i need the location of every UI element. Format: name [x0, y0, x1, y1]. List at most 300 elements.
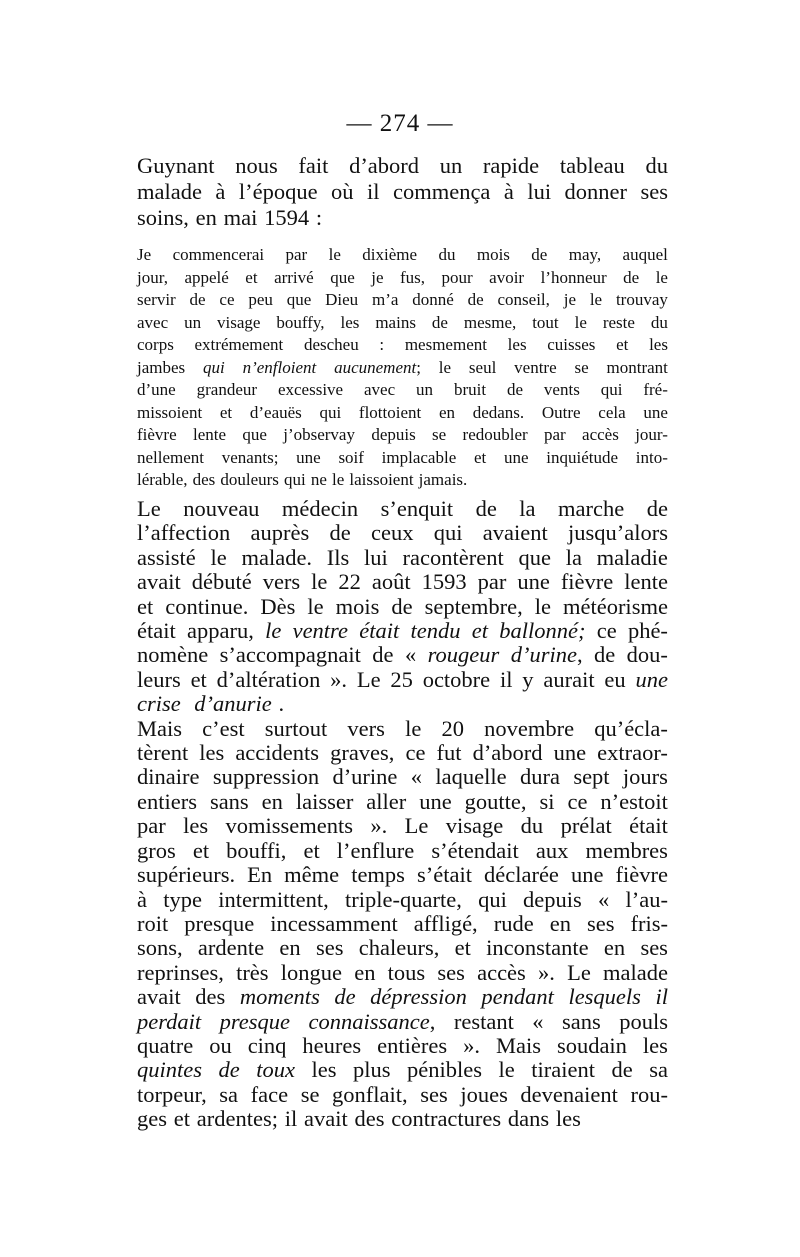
intro-line: [137, 179, 668, 205]
word: de: [391, 593, 413, 619]
word: ceux: [371, 520, 414, 546]
word: donné: [412, 290, 454, 309]
body-line: [137, 521, 668, 545]
word: de: [334, 984, 356, 1010]
block-quote: [137, 244, 668, 492]
word: reste: [602, 312, 635, 332]
word: devenaient: [520, 1081, 618, 1107]
word: une: [517, 569, 550, 595]
word: l’au-: [625, 886, 668, 912]
word: que: [330, 267, 355, 287]
word: le: [307, 593, 324, 619]
word: gonflait,: [332, 1081, 408, 1107]
word: excessive: [277, 380, 344, 399]
word: joues: [460, 1081, 508, 1107]
word: «: [532, 1008, 544, 1034]
word: implacable: [381, 447, 457, 467]
word: avait: [137, 569, 181, 595]
word: fut: [436, 740, 462, 766]
word: très: [236, 959, 269, 985]
word: mesme,: [463, 312, 517, 332]
word: rude: [493, 910, 534, 936]
word: le: [311, 569, 328, 595]
word: par: [285, 245, 308, 264]
word: ».: [538, 959, 555, 985]
word: donner: [564, 179, 628, 204]
word: ce: [405, 740, 426, 766]
word: Le: [356, 666, 381, 692]
word: nellement: [137, 447, 205, 467]
word: le: [574, 312, 587, 332]
word: novembre: [484, 715, 575, 741]
word: mai: [223, 205, 258, 230]
word: le: [405, 715, 422, 741]
word: venants;: [221, 447, 279, 467]
word: en: [279, 935, 301, 961]
word: rougeur: [427, 642, 500, 668]
word: presque: [219, 1008, 291, 1034]
body-line: [137, 570, 668, 594]
word: le: [328, 245, 341, 264]
word: une: [296, 447, 321, 467]
body-line: [137, 1107, 668, 1131]
word: l’affection: [137, 520, 231, 546]
word: moments: [239, 984, 320, 1010]
word: d’altération: [216, 666, 321, 692]
word: par: [477, 569, 507, 595]
word: ses: [586, 910, 615, 936]
word: soudain: [556, 1032, 627, 1058]
word: nomène: [137, 642, 209, 668]
word: du: [645, 153, 668, 178]
word: tendu: [410, 618, 461, 644]
word: si: [539, 788, 555, 814]
word: qui: [203, 357, 225, 377]
word: restant: [453, 1008, 514, 1034]
body-line: [137, 912, 668, 936]
body-line: [137, 546, 668, 570]
word: malade: [603, 959, 668, 985]
word: racontèrent: [402, 544, 504, 570]
word: type: [163, 886, 202, 912]
word: des: [354, 1106, 385, 1132]
word: lente: [192, 425, 227, 444]
word: ges: [137, 1106, 167, 1132]
word: Dieu: [325, 290, 359, 309]
word: s’était: [416, 862, 472, 888]
body-line: [137, 595, 668, 619]
word: ballonné;: [499, 618, 586, 644]
body-line: [137, 668, 668, 692]
word: seul: [468, 357, 497, 377]
quote-line: [137, 289, 668, 312]
word: fait: [298, 153, 329, 178]
body-line: [137, 717, 668, 741]
word: tiraient: [531, 1057, 595, 1083]
word: pouls: [619, 1008, 668, 1034]
word: leurs: [137, 666, 181, 692]
word: accès: [477, 959, 526, 985]
word: reprinses,: [137, 959, 224, 985]
word: avaient: [482, 520, 548, 546]
word: ses: [640, 935, 668, 961]
word: connaissance,: [308, 1008, 436, 1034]
word: plus: [353, 1057, 391, 1083]
word: continue.: [165, 593, 249, 619]
word: le: [331, 470, 345, 489]
word: y: [522, 666, 534, 692]
word: suppression: [212, 764, 320, 790]
word: les: [555, 1106, 581, 1132]
quote-line: [137, 379, 668, 402]
word: douleurs: [220, 470, 279, 489]
word: sa: [649, 1057, 668, 1083]
word: peu: [248, 290, 273, 309]
word: tèrent: [137, 740, 189, 766]
word: Le: [567, 959, 591, 985]
word: lesquels: [568, 984, 641, 1010]
word: une: [419, 788, 452, 814]
word: arrivé: [274, 267, 314, 287]
word: auprès: [250, 520, 310, 546]
word: sept: [573, 764, 610, 790]
word: :: [315, 205, 323, 230]
word: même: [284, 862, 340, 888]
quote-line: [137, 357, 668, 380]
word: entiers: [137, 788, 197, 814]
word: l’honneur: [540, 267, 607, 287]
word: heures: [302, 1032, 362, 1058]
word: sons,: [137, 935, 183, 961]
word: qui: [319, 402, 342, 422]
word: le: [438, 357, 452, 377]
word: à: [137, 886, 147, 912]
word: en: [603, 935, 626, 961]
word: perdait: [137, 1008, 202, 1034]
word: en: [261, 788, 283, 814]
word: toux: [256, 1057, 295, 1083]
word: affligé,: [413, 910, 478, 936]
word: était: [137, 618, 176, 644]
word: se: [300, 1081, 320, 1107]
word: dura: [519, 764, 560, 790]
word: montrant: [606, 357, 668, 377]
word: le: [589, 290, 603, 309]
word: surtout: [264, 715, 328, 741]
word: et: [454, 935, 471, 961]
word: missoient: [137, 402, 203, 422]
word: d’urine,: [510, 642, 583, 668]
body-line: [137, 619, 668, 643]
word: le: [210, 544, 227, 570]
word: supérieurs.: [137, 862, 236, 888]
word: ce: [219, 290, 235, 309]
body-line: [137, 741, 668, 765]
body-line: [137, 1034, 668, 1058]
word: se: [432, 425, 447, 444]
word: En: [247, 862, 273, 888]
word: et: [616, 335, 629, 354]
word: dedans.: [472, 402, 525, 422]
word: visage: [445, 813, 504, 839]
word: dépression: [370, 984, 467, 1010]
word: ventre: [292, 618, 348, 644]
body-line: [137, 1058, 668, 1082]
word: presque: [184, 910, 255, 936]
word: les: [340, 312, 360, 332]
word: maladie: [596, 544, 668, 570]
word: appelé: [184, 267, 229, 287]
word: jambes: [137, 357, 186, 377]
word: ses: [420, 1081, 448, 1107]
word: une: [553, 740, 587, 766]
word: rou-: [630, 1081, 668, 1107]
word: aux: [535, 837, 569, 863]
word: qui: [284, 470, 306, 489]
body-line: [137, 1083, 668, 1107]
word: c’est: [202, 715, 245, 741]
word: fièvre: [615, 862, 668, 888]
word: d’urine: [332, 764, 398, 790]
word: tableau: [559, 153, 625, 178]
word: de: [475, 496, 497, 521]
word: lui: [527, 179, 552, 204]
word: et: [245, 267, 258, 287]
word: ardente: [197, 935, 265, 961]
word: une: [635, 666, 668, 692]
word: ».: [330, 666, 348, 692]
word: à: [215, 179, 226, 204]
word: graves,: [330, 740, 395, 766]
word: le: [655, 267, 668, 287]
word: où: [331, 179, 354, 204]
word: servir: [137, 290, 176, 309]
word: fus,: [399, 267, 426, 287]
intro-line: [137, 205, 668, 231]
word: Mais: [495, 1032, 541, 1058]
word: bouffi,: [226, 837, 287, 863]
word: rapide: [482, 153, 540, 178]
word: «: [410, 764, 423, 790]
word: bruit: [453, 380, 487, 399]
word: d’eauës: [249, 402, 302, 422]
word: il: [367, 179, 380, 204]
word: fré-: [643, 380, 668, 399]
word: en: [195, 205, 217, 230]
word: membres: [585, 837, 668, 863]
word: depuis: [523, 886, 582, 912]
word: ventre: [514, 357, 557, 377]
word: jusqu’alors: [568, 520, 668, 546]
word: médecin: [281, 496, 359, 521]
word: et: [471, 618, 488, 644]
word: ce: [596, 618, 617, 644]
word: ne: [310, 470, 327, 489]
word: octobre: [422, 666, 491, 692]
word: :: [379, 335, 385, 354]
word: cela: [598, 402, 626, 422]
word: du: [438, 245, 456, 264]
word: les: [649, 335, 668, 354]
word: et: [303, 837, 320, 863]
word: la: [519, 496, 536, 521]
word: quatre: [137, 1032, 194, 1058]
word: ses: [437, 959, 465, 985]
word: ce: [567, 788, 588, 814]
word: et: [473, 447, 487, 467]
word: mains: [375, 312, 416, 332]
word: des: [192, 470, 216, 489]
word: conseil,: [497, 290, 550, 309]
word: flottoient: [358, 402, 422, 422]
word: grandeur: [196, 380, 258, 399]
word: aucunement;: [334, 357, 421, 377]
word: Je: [137, 245, 152, 264]
word: jour-: [635, 425, 668, 444]
word: quintes: [137, 1057, 202, 1083]
quote-line: [137, 267, 668, 290]
word: et: [190, 666, 207, 692]
word: torpeur,: [137, 1081, 207, 1107]
word: laissoient: [349, 470, 414, 489]
word: qu’écla-: [594, 715, 668, 741]
word: assisté: [137, 544, 196, 570]
word: Le: [404, 813, 429, 839]
word: aurait: [543, 666, 595, 692]
word: une: [643, 402, 668, 422]
word: aller: [366, 788, 407, 814]
word: météorisme: [562, 593, 668, 619]
body-line: [137, 1010, 668, 1034]
word: jamais.: [418, 470, 468, 489]
word: accidents: [235, 740, 320, 766]
word: mesmement: [404, 335, 487, 354]
page-number: — 274 —: [346, 110, 454, 137]
word: d’abord: [349, 153, 420, 178]
word: ardentes;: [196, 1106, 278, 1132]
word: ».: [463, 1032, 480, 1058]
word: de: [611, 1057, 633, 1083]
word: fièvre: [137, 425, 177, 444]
word: triple-quarte,: [345, 886, 462, 912]
word: Dès: [260, 593, 296, 619]
word: qui: [433, 520, 463, 546]
word: inquiétude: [546, 447, 619, 467]
word: ses: [315, 935, 344, 961]
word: commença: [392, 179, 491, 204]
word: jour,: [137, 267, 168, 287]
word: m’a: [371, 290, 399, 309]
word: et: [137, 593, 154, 619]
word: de: [531, 245, 548, 264]
word: l’époque: [238, 179, 318, 204]
word: eu: [604, 666, 626, 692]
word: que: [518, 544, 551, 570]
word: Outre: [541, 402, 581, 422]
word: goutte,: [464, 788, 527, 814]
word: que: [286, 290, 312, 309]
word: Mais: [137, 715, 182, 741]
word: qui: [478, 886, 507, 912]
word: de: [372, 642, 394, 668]
word: longue: [280, 959, 343, 985]
word: cinq: [247, 1032, 287, 1058]
word: de: [329, 520, 351, 546]
word: se: [574, 357, 589, 377]
word: et: [173, 1106, 190, 1132]
word: bouffy,: [276, 312, 325, 332]
word: lente: [624, 569, 668, 595]
word: tous: [387, 959, 426, 985]
word: déclarée: [483, 862, 559, 888]
word: s’enquit: [380, 496, 454, 521]
word: chaleurs,: [358, 935, 440, 961]
body-text: [137, 497, 668, 1132]
word: il: [655, 984, 668, 1010]
word: les: [199, 740, 225, 766]
word: les: [642, 1032, 668, 1058]
quote-line: [137, 469, 668, 492]
word: Ils: [326, 544, 350, 570]
word: extrémement: [194, 335, 284, 354]
word: avait: [137, 984, 181, 1010]
body-line: [137, 692, 668, 716]
word: nous: [235, 153, 278, 178]
word: dans: [507, 1106, 550, 1132]
word: en: [438, 402, 455, 422]
word: d’anurie .: [194, 691, 285, 717]
word: apparu,: [186, 618, 254, 644]
word: gros: [137, 837, 176, 863]
word: face: [250, 1081, 289, 1107]
word: malade: [137, 179, 202, 204]
word: descheu: [303, 335, 359, 354]
word: un: [184, 312, 202, 332]
word: avec: [364, 380, 396, 399]
word: sans: [562, 1008, 601, 1034]
word: un: [416, 380, 434, 399]
word: inconstante: [486, 935, 589, 961]
word: fris-: [630, 910, 668, 936]
word: laisser: [295, 788, 354, 814]
word: Le: [137, 496, 161, 521]
word: malade.: [241, 544, 313, 570]
quote-line: [137, 244, 668, 267]
word: temps: [351, 862, 405, 888]
word: may,: [568, 245, 602, 264]
word: de: [189, 290, 206, 309]
body-line: [137, 839, 668, 863]
word: roit: [137, 910, 169, 936]
word: 20: [441, 715, 464, 741]
word: et: [219, 402, 233, 422]
word: tout: [532, 312, 559, 332]
word: une: [570, 862, 604, 888]
word: la: [565, 544, 582, 570]
word: par: [137, 813, 166, 839]
body-line: [137, 643, 668, 667]
word: dixième: [362, 245, 418, 264]
word: jours: [622, 764, 668, 790]
word: débuté: [191, 569, 252, 595]
word: septembre,: [424, 593, 523, 619]
body-line: [137, 888, 668, 912]
quote-line: [137, 424, 668, 447]
word: par: [544, 425, 566, 444]
quote-line: [137, 447, 668, 470]
word: je: [371, 267, 384, 287]
word: ».: [370, 813, 388, 839]
